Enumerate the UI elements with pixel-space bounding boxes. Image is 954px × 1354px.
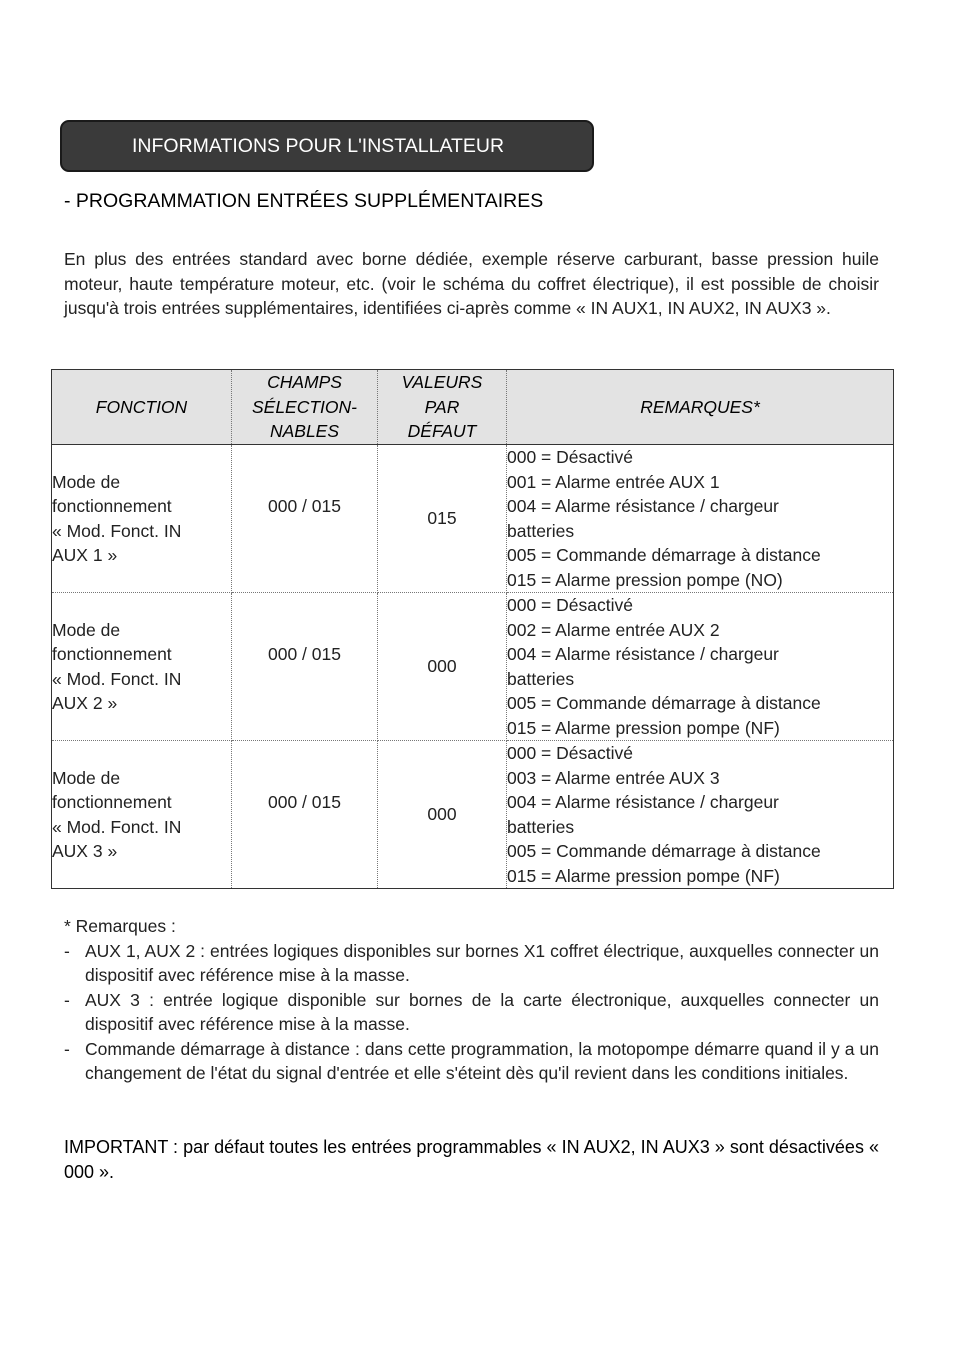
remarque-line: 015 = Alarme pression pompe (NF) (507, 717, 780, 738)
header-valeurs (378, 370, 507, 445)
list-item (64, 939, 879, 988)
remarque-line: 004 = Alarme résistance / chargeur (507, 644, 779, 664)
table-row (52, 741, 894, 889)
header-remarques-label: REMARQUES* (640, 396, 760, 417)
header-remarques (507, 370, 894, 445)
cell-fonction (52, 741, 232, 889)
remarque-line: 004 = Alarme résistance / chargeur (507, 496, 779, 516)
header-champs-line: NABLES (269, 421, 340, 442)
notes-list (64, 939, 879, 1086)
remarque-line: 005 = Commande démarrage à distance (507, 545, 821, 565)
notes-heading: * Remarques : (64, 916, 176, 936)
champs-value: 000 / 015 (268, 496, 341, 516)
note-text: AUX 1, AUX 2 : entrées logiques disponibles sur bornes X1 coffret électrique, auxquelles connecter un dispositif avec référence mise à la masse. (85, 940, 879, 985)
remarque-line: 003 = Alarme entrée AUX 3 (507, 767, 720, 788)
fonction-line: Mode de (52, 471, 121, 492)
dash-bullet: - (64, 1038, 70, 1059)
fonction-line: AUX 1 » (52, 545, 118, 565)
cell-remarques (507, 593, 894, 741)
section-title: - PROGRAMMATION ENTRÉES SUPPLÉMENTAIRES (64, 190, 544, 212)
cell-remarques (507, 445, 894, 593)
fonction-line: AUX 2 » (52, 693, 118, 713)
cell-champs (232, 445, 378, 593)
remarque-line: 015 = Alarme pression pompe (NF) (507, 865, 780, 886)
remarque-line: 004 = Alarme résistance / chargeur (507, 792, 779, 812)
header-champs-line: CHAMPS (267, 372, 342, 393)
dash-bullet: - (64, 989, 70, 1010)
dash-bullet: - (64, 940, 70, 961)
header-champs-line: SÉLECTION- (251, 396, 358, 417)
fonction-line: « Mod. Fonct. IN (52, 668, 182, 689)
fonction-line: AUX 3 » (52, 841, 118, 861)
header-champs (232, 370, 378, 445)
header-fonction-label: FONCTION (95, 396, 188, 417)
note-text: Commande démarrage à distance : dans cette programmation, la motopompe démarre quand il y a un changement de l'état du signal d'entrée et elle s'éteint dès qu'il revient dans les conditions initiales. (85, 1038, 879, 1083)
defaut-value: 015 (427, 508, 457, 528)
remarque-line: 000 = Désactivé (507, 743, 633, 763)
remarque-line: 005 = Commande démarrage à distance (507, 693, 821, 713)
cell-defaut (378, 445, 507, 593)
champs-value: 000 / 015 (268, 792, 341, 812)
cell-remarques (507, 741, 894, 889)
remarque-line: 000 = Désactivé (507, 447, 633, 467)
cell-fonction (52, 445, 232, 593)
note-text: AUX 3 : entrée logique disponible sur bornes de la carte électronique, auxquelles connecter un dispositif avec référence mise à la masse. (85, 989, 879, 1034)
cell-fonction (52, 593, 232, 741)
header-valeurs-line: VALEURS (401, 372, 483, 393)
cell-champs (232, 741, 378, 889)
fonction-line: fonctionnement (52, 496, 172, 516)
table-header-row (52, 370, 894, 445)
champs-value: 000 / 015 (268, 644, 341, 664)
remarque-line: 002 = Alarme entrée AUX 2 (507, 619, 720, 640)
header-valeurs-line: DÉFAUT (407, 421, 477, 442)
notes-section (64, 914, 879, 1086)
intro-paragraph: En plus des entrées standard avec borne dédiée, exemple réserve carburant, basse pression huile moteur, haute température moteur, etc. (voir le schéma du coffret électrique), il est possible de choisir jusqu'à trois entrées supplémentaires, identifiées ci-après comme « IN AUX1, IN AUX2, IN AUX3 ». (64, 249, 879, 318)
important-note: IMPORTANT : par défaut toutes les entrées programmables « IN AUX2, IN AUX3 » sont désactivées « 000 ». (64, 1137, 879, 1182)
fonction-line: « Mod. Fonct. IN (52, 816, 182, 837)
fonction-line: Mode de (52, 767, 121, 788)
cell-defaut (378, 741, 507, 889)
fonction-line: fonctionnement (52, 644, 172, 664)
defaut-value: 000 (427, 656, 457, 676)
remarque-line: batteries (507, 816, 575, 837)
section-banner (60, 120, 594, 172)
fonction-line: Mode de (52, 619, 121, 640)
defaut-value: 000 (427, 804, 457, 824)
cell-defaut (378, 593, 507, 741)
header-valeurs-line: PAR (424, 396, 460, 417)
banner-label: INFORMATIONS POUR L'INSTALLATEUR (132, 135, 505, 157)
list-item (64, 988, 879, 1037)
table-row (52, 445, 894, 593)
remarque-line: 001 = Alarme entrée AUX 1 (507, 471, 720, 492)
fonction-line: fonctionnement (52, 792, 172, 812)
table-row (52, 593, 894, 741)
remarque-line: 000 = Désactivé (507, 595, 633, 615)
remarque-line: batteries (507, 668, 575, 689)
remarque-line: 015 = Alarme pression pompe (NO) (507, 569, 783, 590)
cell-champs (232, 593, 378, 741)
parameters-table (51, 369, 894, 889)
header-fonction (52, 370, 232, 445)
fonction-line: « Mod. Fonct. IN (52, 520, 182, 541)
list-item (64, 1037, 879, 1086)
remarque-line: batteries (507, 520, 575, 541)
remarque-line: 005 = Commande démarrage à distance (507, 841, 821, 861)
